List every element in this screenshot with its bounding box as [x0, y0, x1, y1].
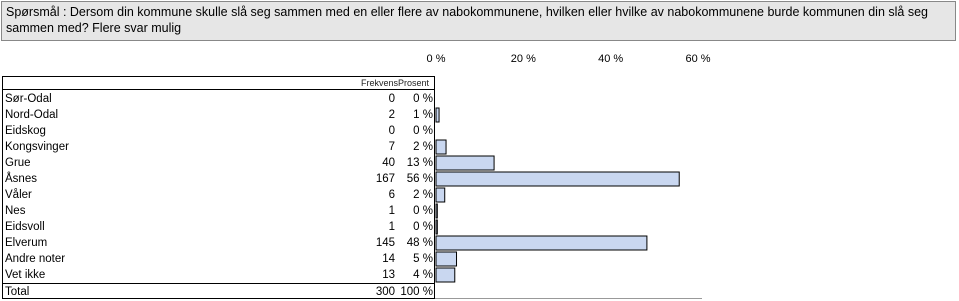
row-label: Kongsvinger — [5, 141, 69, 153]
bar — [436, 220, 437, 234]
row-frequency: 13 — [382, 269, 395, 281]
bar — [436, 156, 494, 170]
row-percent: 0 % — [413, 125, 433, 137]
row-frequency: 1 — [388, 205, 395, 217]
bar — [436, 140, 446, 154]
row-percent: 0 % — [413, 93, 433, 105]
row-frequency: 7 — [388, 141, 395, 153]
row-percent: 0 % — [413, 221, 433, 233]
row-label: Våler — [5, 189, 32, 201]
row-percent: 56 % — [406, 173, 433, 185]
row-label: Eidsvoll — [5, 221, 45, 233]
tick-label: 20 % — [510, 53, 536, 65]
row-label: Åsnes — [5, 173, 37, 185]
bar — [436, 188, 445, 202]
total-label: Total — [5, 286, 30, 298]
total-percent: 100 % — [400, 286, 433, 298]
row-frequency: 145 — [375, 237, 395, 249]
bar — [436, 236, 647, 250]
row-percent: 48 % — [406, 237, 433, 249]
tick-label: 60 % — [685, 53, 711, 65]
row-label: Sør-Odal — [5, 93, 52, 105]
bar — [436, 268, 455, 282]
tick-label: 40 % — [598, 53, 624, 65]
row-frequency: 0 — [388, 93, 395, 105]
row-label: Vet ikke — [5, 269, 46, 281]
column-header-percent: Prosent — [398, 78, 430, 88]
row-label: Eidskog — [5, 125, 46, 137]
question-note: Flere svar mulig — [92, 21, 182, 35]
column-header-frequency: Frekvens — [361, 78, 399, 88]
row-frequency: 1 — [388, 221, 395, 233]
row-label: Nes — [5, 205, 26, 217]
row-frequency: 6 — [388, 189, 395, 201]
bar — [436, 108, 439, 122]
row-percent: 13 % — [406, 157, 433, 169]
row-percent: 1 % — [413, 109, 433, 121]
question-prefix: Spørsmål : — [6, 5, 70, 19]
tick-label: 0 % — [426, 53, 446, 65]
row-frequency: 167 — [375, 173, 395, 185]
row-label: Nord-Odal — [5, 109, 59, 121]
question-text: Dersom din kommune skulle slå seg sammen med en eller flere av nabokommunene, hvilken eller hvilke av nabokommunene burde kommunen din slå seg sammen med? — [6, 5, 928, 35]
row-percent: 0 % — [413, 205, 433, 217]
row-label: Grue — [5, 157, 31, 169]
row-frequency: 14 — [382, 253, 395, 265]
row-label: Elverum — [5, 237, 48, 249]
row-percent: 5 % — [413, 253, 433, 265]
row-percent: 4 % — [413, 269, 433, 281]
row-frequency: 40 — [382, 157, 395, 169]
bar — [436, 252, 457, 266]
row-label: Andre noter — [5, 253, 66, 265]
row-percent: 2 % — [413, 141, 433, 153]
total-frequency: 300 — [375, 286, 395, 298]
bar — [436, 172, 679, 186]
row-percent: 2 % — [413, 189, 433, 201]
bar — [436, 204, 437, 218]
row-frequency: 0 — [388, 125, 395, 137]
row-frequency: 2 — [388, 109, 395, 121]
